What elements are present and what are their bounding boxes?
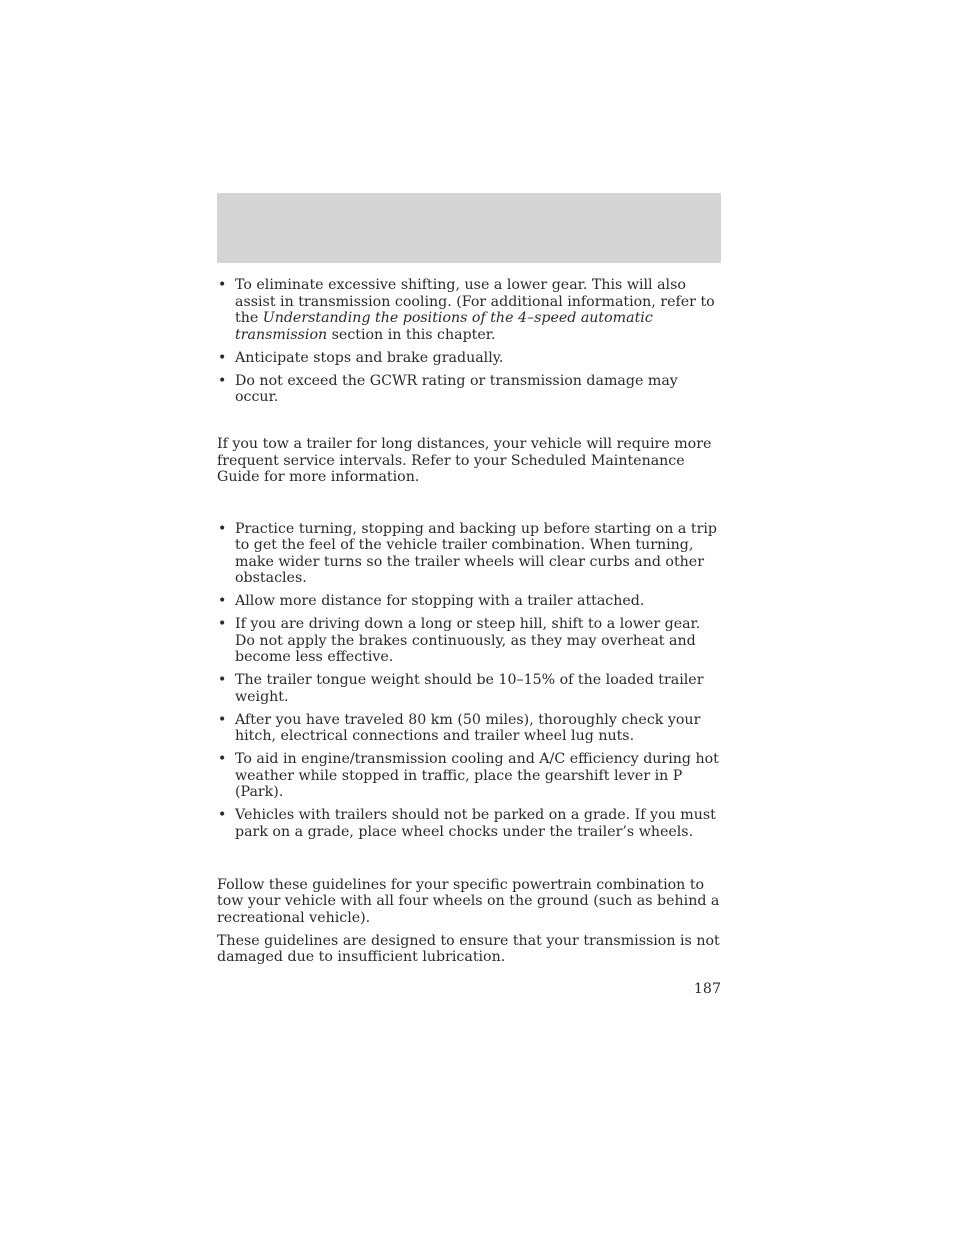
page-content [217,277,721,966]
list-item: • Practice turning, stopping and backing up before starting on a trip to get the feel of the vehicle trailer combination. When turning, make wider turns so the trailer wheels will clear curbs and other obstacles. [217,521,721,587]
page-number: 187 [693,981,721,997]
section-header-band [217,193,721,263]
list-item: • After you have traveled 80 km (50 miles), thoroughly check your hitch, electrical connections and trailer wheel lug nuts. [217,712,721,745]
bullet-text-part: section in this chapter. [327,326,496,343]
cross-reference-link: Understanding the positions of the 4–speed automatic transmission [235,310,653,343]
list-item: • Do not exceed the GCWR rating or transmission damage may occur. [217,373,721,406]
list-item: • Vehicles with trailers should not be parked on a grade. If you must park on a grade, place wheel chocks under the trailer’s wheels. [217,807,721,840]
list-item: • Anticipate stops and brake gradually. [217,350,721,367]
list-item: • To aid in engine/transmission cooling and A/C efficiency during hot weather while stopped in traffic, place the gearshift lever in P (Park). [217,751,721,801]
maintenance-paragraph: If you tow a trailer for long distances, your vehicle will require more frequent service intervals. Refer to your Scheduled Maintenance Guide for more information. [217,436,712,485]
trailer-tips-list [217,521,721,841]
list-item [217,277,721,343]
bullet-text-part: To eliminate excessive shifting, use a lower gear. This will also assist in transmission cooling. (For additional information, refer to the [235,277,715,326]
driving-tips-list [217,277,721,406]
towing-paragraph: These guidelines are designed to ensure that your transmission is not damaged due to insufficient lubrication. [217,932,720,965]
list-item: • If you are driving down a long or steep hill, shift to a lower gear. Do not apply the brakes continuously, as they may overheat and become less effective. [217,616,721,666]
list-item: • The trailer tongue weight should be 10–15% of the loaded trailer weight. [217,672,721,705]
towing-paragraph: Follow these guidelines for your specific powertrain combination to tow your vehicle with all four wheels on the ground (such as behind a recreational vehicle). [217,876,720,926]
list-item: • Allow more distance for stopping with a trailer attached. [217,593,721,610]
